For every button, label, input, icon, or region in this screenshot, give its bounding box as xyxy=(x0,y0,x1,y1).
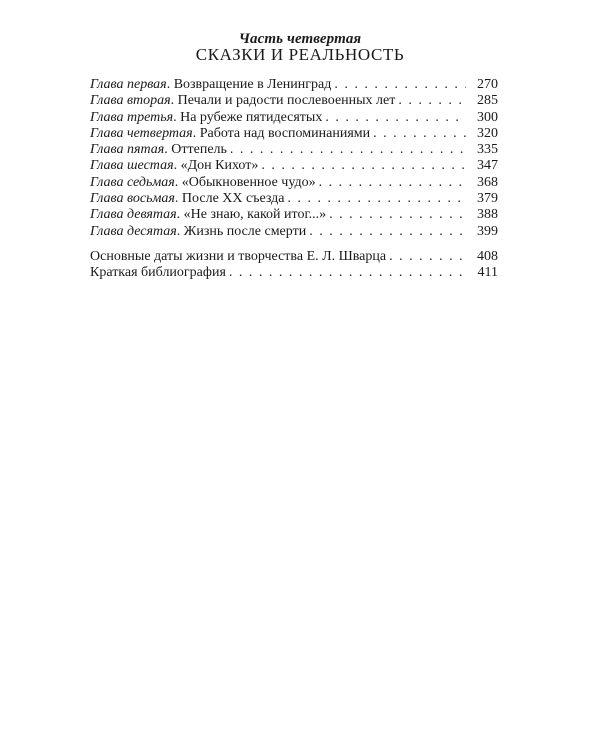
dot-leader xyxy=(325,110,466,126)
toc-row-chapter-8[interactable]: Глава восьмая . После XX съезда . . . 379 xyxy=(90,191,498,207)
chapter-number: Глава десятая xyxy=(90,223,177,239)
dot-leader xyxy=(230,142,466,158)
chapter-title: Оттепель xyxy=(171,142,227,158)
toc-row-chapter-3[interactable]: Глава третья . На рубеже пятидесятых . . . 300 xyxy=(90,110,498,126)
chapter-number: Глава седьмая xyxy=(90,174,175,190)
dot-leader xyxy=(373,126,466,142)
toc-row-chapter-1[interactable]: Глава первая . Возвращение в Ленинград . . . 270 xyxy=(90,77,498,93)
chapter-title: После XX съезда xyxy=(181,191,285,207)
chapter-title: «Дон Кихот» xyxy=(180,158,259,174)
table-of-contents xyxy=(90,77,498,282)
page-number: 270 xyxy=(477,77,498,92)
page-number: 335 xyxy=(477,142,498,158)
dot-leader xyxy=(334,77,466,93)
chapter-number: Глава первая xyxy=(90,77,167,92)
page-number: 368 xyxy=(477,174,498,190)
chapter-number: Глава девятая xyxy=(90,207,177,223)
page-number: 408 xyxy=(477,248,498,264)
appendix-title: Основные даты жизни и творчества Е. Л. Шварца xyxy=(90,248,387,264)
chapter-title: «Не знаю, какой итог...» xyxy=(183,207,327,223)
dot-leader xyxy=(309,224,466,240)
chapter-title: Работа над воспоминаниями xyxy=(199,125,371,141)
dot-leader xyxy=(389,249,466,265)
chapter-title: Печали и радости послевоенных лет xyxy=(177,93,396,109)
toc-row-chapter-4[interactable]: Глава четвертая . Работа над воспоминаниями . . . 320 xyxy=(90,126,498,142)
chapter-title: Жизнь после смерти xyxy=(183,223,307,239)
chapter-number: Глава восьмая xyxy=(90,191,175,207)
dot-leader xyxy=(329,207,466,223)
page-number: 388 xyxy=(477,207,498,223)
dot-leader xyxy=(287,191,466,207)
chapter-number: Глава третья xyxy=(90,109,174,125)
toc-row-chapter-10[interactable]: Глава десятая . Жизнь после смерти . . . 399 xyxy=(90,224,498,240)
page-number: 347 xyxy=(477,158,498,174)
chapter-number: Глава вторая xyxy=(90,93,171,109)
page-number: 285 xyxy=(477,93,498,109)
part-title: СКАЗКИ И РЕАЛЬНОСТЬ xyxy=(195,45,405,64)
toc-row-chapter-7[interactable]: Глава седьмая . «Обыкновенное чудо» . . . 368 xyxy=(90,175,498,191)
chapter-number: Глава пятая xyxy=(90,142,165,158)
dot-leader xyxy=(229,265,466,281)
dot-leader xyxy=(261,158,466,174)
page-number: 320 xyxy=(477,125,498,141)
appendix-title: Краткая библиография xyxy=(90,265,226,281)
toc-row-chapter-9[interactable]: Глава девятая . «Не знаю, какой итог...» . . . 388 xyxy=(90,207,498,223)
dot-leader xyxy=(319,175,466,191)
toc-row-chapter-6[interactable]: Глава шестая . «Дон Кихот» . . . 347 xyxy=(90,158,498,174)
chapter-title: «Обыкновенное чудо» xyxy=(181,174,316,190)
page-number: 399 xyxy=(477,223,498,239)
dot-leader xyxy=(398,93,466,109)
chapter-number: Глава шестая xyxy=(90,158,174,174)
part-label: Часть четвертая xyxy=(238,31,362,47)
page-number: 411 xyxy=(477,265,498,281)
chapter-number: Глава четвертая xyxy=(90,125,193,141)
page-number: 300 xyxy=(477,109,498,125)
toc-row-chronology[interactable] xyxy=(90,249,498,265)
toc-row-chapter-5[interactable]: Глава пятая . Оттепель . . . 335 xyxy=(90,142,498,158)
toc-row-bibliography[interactable] xyxy=(90,265,498,281)
toc-row-chapter-2[interactable]: Глава вторая . Печали и радости послевоенных лет . . . 285 xyxy=(90,93,498,109)
chapter-title: Возвращение в Ленинград xyxy=(173,77,332,92)
page-number: 379 xyxy=(477,191,498,207)
chapter-title: На рубеже пятидесятых xyxy=(180,109,323,125)
section-gap xyxy=(90,240,498,249)
